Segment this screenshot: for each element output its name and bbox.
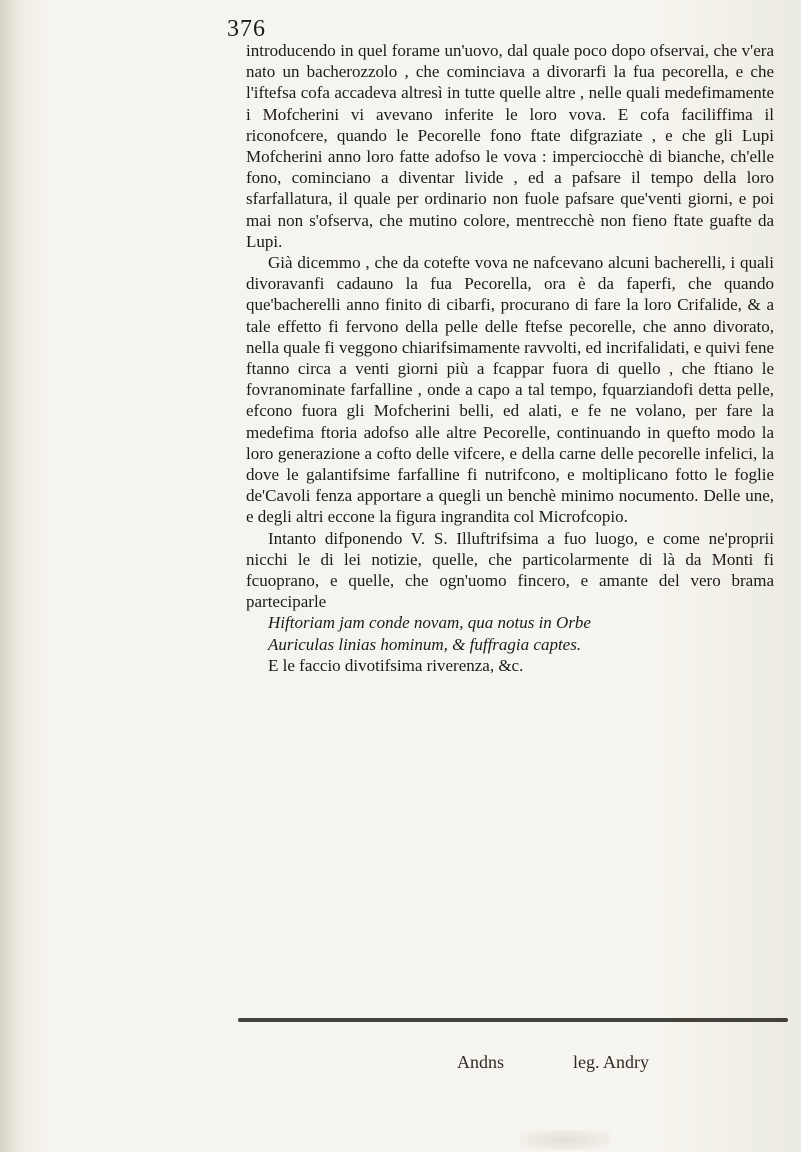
paragraph-1: introducendo in quel forame un'uovo, dal quale poco dopo ofservai, che v'era nato un bacherozzolo , che cominciava a divorarfi la fua pecorella, e che l'iftefsa cofa accadeva altresì in tutte quelle altre , nelle quali medefimamente i Mofcherini vi avevano inferite le loro vova. E cofa faciliffima il riconofcere, quando le Pecorelle fono ftate difgraziate , e che gli Lupi Mofcherini anno loro fatte adofso le vova : imperciocchè di bianche, ch'elle fono, cominciano a diventar livide , ed a pafsare il tempo della loro sfarfallatura, il quale per ordinario non fuole pafsare que'venti giorni, e poi mai non s'ofserva, che mutino colore, mentrecchè non fieno ftate guafte da Lupi. [246,41,774,251]
paragraph-2: Già dicemmo , che da cotefte vova ne nafcevano alcuni bacherelli, i quali divoravanfi cadauno la fua Pecorella, ora è da faperfi, che quando que'bacherelli anno finito di cibarfi, procurano di fare la loro Crifalide, & a tale effetto fi fervono della pelle delle ftefse pecorelle, che anno divorato, nella quale fi veggono chiarifsimamente ravvolti, ed incrifalidati, e quivi fene ftanno circa a venti giorni più a fcappar fuora di quello , che ftiano le fovranominate farfalline , onde a capo a tal tempo, fquarziandofi detta pelle, efcono fuora gli Mofcherini belli, ed alati, e fe ne volano, per fare la medefima ftoria adofso alle altre Pecorelle, continuando in quefto modo la loro generazione a cofto delle vifcere, e della carne delle pecorelle infelici, la dove le galantifsime farfalline fi nutrifcono, e moltiplicano fotto le foglie de'Cavoli fenza apportare a quegli un benchè minimo nocumento. Delle une, e degli altri eccone la figura ingrandita col Microfcopio. [246,253,774,527]
latin-quote-line-1: Hiftoriam jam conde novam, qua notus in Orbe [268,613,591,633]
latin-quote-line-2: Auriculas linias hominum, & fuffragia captes. [268,634,582,654]
closing-line: E le faccio divotifsima riverenza, &c. [268,655,524,675]
paragraph-3: Intanto difponendo V. S. Illuftrifsima a fuo luogo, e come ne'proprii nicchi le di lei notizie, quelle, che particolarmente di là da Monti fi fcuoprano, e quelle, che ogn'uomo fincero, e amante del vero brama parteciparle [246,528,774,612]
ink-stamp-left: Andns [457,1052,505,1072]
page-number: 376 [227,16,266,42]
body-text [246,40,774,676]
ink-stamp-right: leg. Andry [573,1052,649,1072]
bleed-through-smudge [520,1130,610,1150]
divider-rule [238,1018,788,1022]
page-gutter-shadow [0,0,20,1152]
